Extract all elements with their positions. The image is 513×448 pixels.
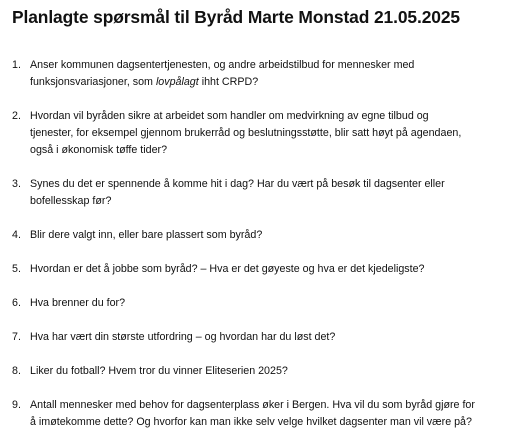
question-number: 3. [12,178,21,190]
question-number: 9. [12,399,21,411]
question-text [30,295,513,312]
question-text [30,176,513,210]
emphasized-word: lovpålagt [155,76,199,88]
document-title: Planlagte spørsmål til Byråd Marte Monstad 21.05.2025 [12,7,460,27]
question-line: Hva brenner du for? [30,297,126,309]
question-number: 5. [12,263,21,275]
question-text [30,261,513,278]
question-number: 7. [12,331,21,343]
question-text [30,108,513,159]
question-line: Hvordan er det å jobbe som byråd? – Hva er det gøyeste og hva er det kjedeligste? [30,263,425,275]
question-line: Synes du det er spennende å komme hit i dag? Har du vært på besøk til dagsenter eller [30,178,445,190]
question-text [30,397,513,431]
question-line: Liker du fotball? Hvem tror du vinner Eliteserien 2025? [30,365,288,377]
question-number: 1. [12,59,21,71]
question-number: 2. [12,110,21,122]
question-line: også i økonomisk tøffe tider? [30,144,168,156]
question-line: å imøtekomme dette? Og hvorfor kan man ikke selv velge hvilket dagsenter man vil være på? [30,416,472,428]
question-line: Anser kommunen dagsentertjenesten, og andre arbeidstilbud for mennesker med [30,59,415,71]
question-text [30,227,513,244]
question-text [30,57,513,91]
question-line: Hva har vært din største utfordring – og hvordan har du løst det? [30,331,336,343]
question-line: bofellesskap før? [30,195,112,207]
question-number: 4. [12,229,21,241]
question-text [30,329,513,346]
question-line: tjenester, for eksempel gjennom brukerråd og beslutningsstøtte, blir satt høyt på agendaen, [30,127,462,139]
question-number: 6. [12,297,21,309]
question-line: Blir dere valgt inn, eller bare plassert som byråd? [30,229,263,241]
question-line: Hvordan vil byråden sikre at arbeidet som handler om medvirkning av egne tilbud og [30,110,429,122]
question-number: 8. [12,365,21,377]
question-line [30,74,513,91]
question-line-end: ihht CRPD? [198,76,259,88]
question-line: Antall mennesker med behov for dagsenterplass øker i Bergen. Hva vil du som byråd gjøre for [30,399,475,411]
question-line-start: funksjonsvariasjoner, som [30,76,156,88]
question-text [30,363,513,380]
